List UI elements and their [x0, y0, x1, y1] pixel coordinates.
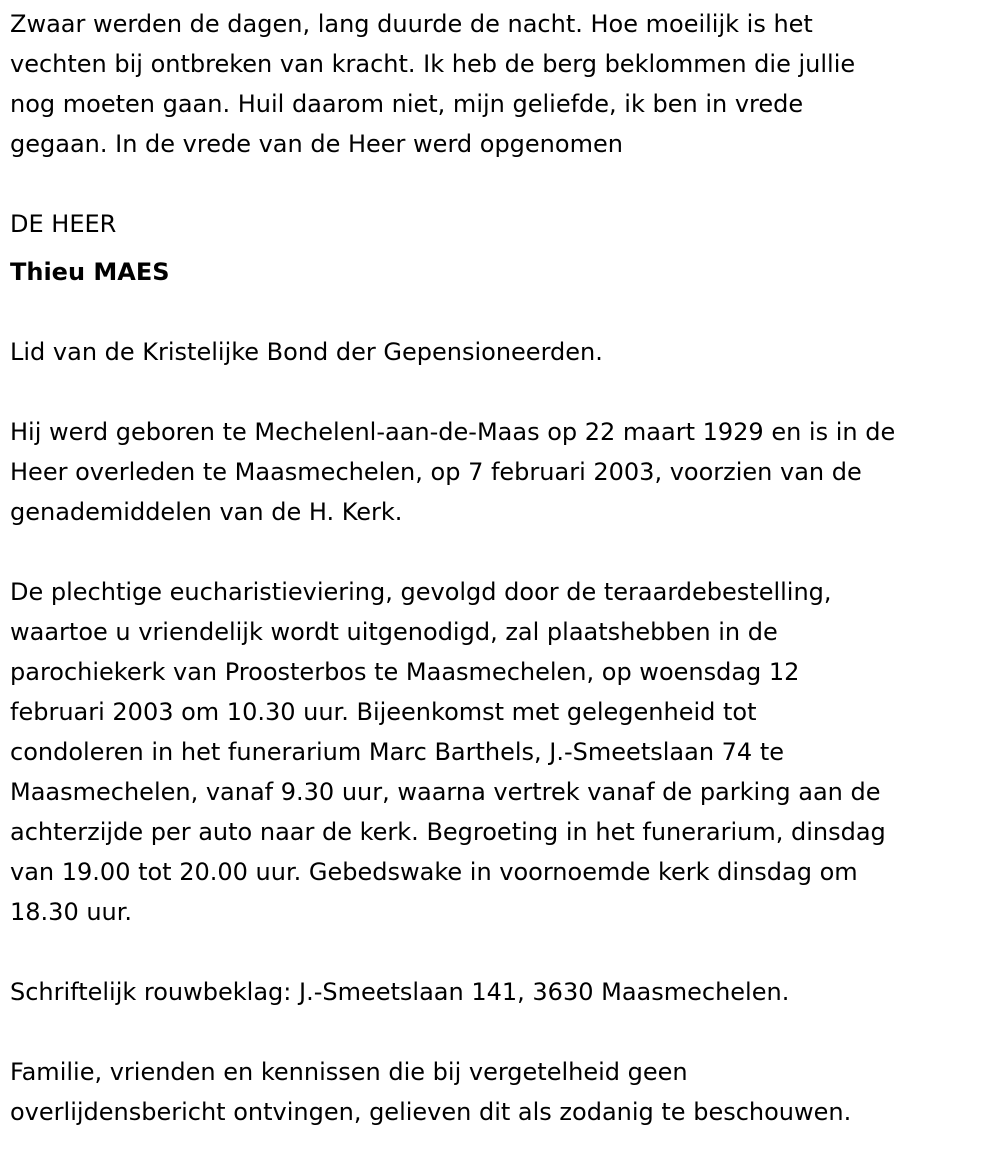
- text-line: genademiddelen van de H. Kerk.: [10, 498, 403, 526]
- text-line: Lid van de Kristelijke Bond der Gepensioneerden.: [10, 338, 603, 366]
- text-line: Hij werd geboren te Mechelenl-aan-de-Maas op 22 maart 1929 en is in de: [10, 418, 896, 446]
- condolence-address-paragraph: [10, 972, 1000, 1012]
- text-line: condoleren in het funerarium Marc Barthels, J.-Smeetslaan 74 te: [10, 738, 784, 766]
- deceased-name: Thieu MAES: [10, 258, 170, 286]
- closing-paragraph: [10, 1052, 1000, 1132]
- text-line: achterzijde per auto naar de kerk. Begroeting in het funerarium, dinsdag: [10, 818, 886, 846]
- text-line: 18.30 uur.: [10, 898, 133, 926]
- text-line: De plechtige eucharistieviering, gevolgd door de teraardebestelling,: [10, 578, 832, 606]
- text-line: overlijdensbericht ontvingen, gelieven dit als zodanig te beschouwen.: [10, 1098, 852, 1126]
- text-line: parochiekerk van Proosterbos te Maasmechelen, op woensdag 12: [10, 658, 800, 686]
- text-line: vechten bij ontbreken van kracht. Ik heb de berg beklommen die jullie: [10, 50, 856, 78]
- ceremony-paragraph: [10, 572, 1000, 932]
- honorific: DE HEER: [10, 210, 117, 238]
- text-line: Maasmechelen, vanaf 9.30 uur, waarna vertrek vanaf de parking aan de: [10, 778, 881, 806]
- text-line: van 19.00 tot 20.00 uur. Gebedswake in voornoemde kerk dinsdag om: [10, 858, 858, 886]
- text-line: Zwaar werden de dagen, lang duurde de nacht. Hoe moeilijk is het: [10, 10, 813, 38]
- text-line: gegaan. In de vrede van de Heer werd opgenomen: [10, 130, 623, 158]
- text-line: Heer overleden te Maasmechelen, op 7 februari 2003, voorzien van de: [10, 458, 862, 486]
- text-line: Familie, vrienden en kennissen die bij vergetelheid geen: [10, 1058, 688, 1086]
- birth-death-paragraph: [10, 412, 1000, 532]
- membership-paragraph: [10, 332, 1000, 372]
- text-line: februari 2003 om 10.30 uur. Bijeenkomst met gelegenheid tot: [10, 698, 757, 726]
- text-line: nog moeten gaan. Huil daarom niet, mijn geliefde, ik ben in vrede: [10, 90, 804, 118]
- text-line: waartoe u vriendelijk wordt uitgenodigd, zal plaatshebben in de: [10, 618, 778, 646]
- text-line: Schriftelijk rouwbeklag: J.-Smeetslaan 141, 3630 Maasmechelen.: [10, 978, 790, 1006]
- poem-paragraph: [10, 4, 1000, 164]
